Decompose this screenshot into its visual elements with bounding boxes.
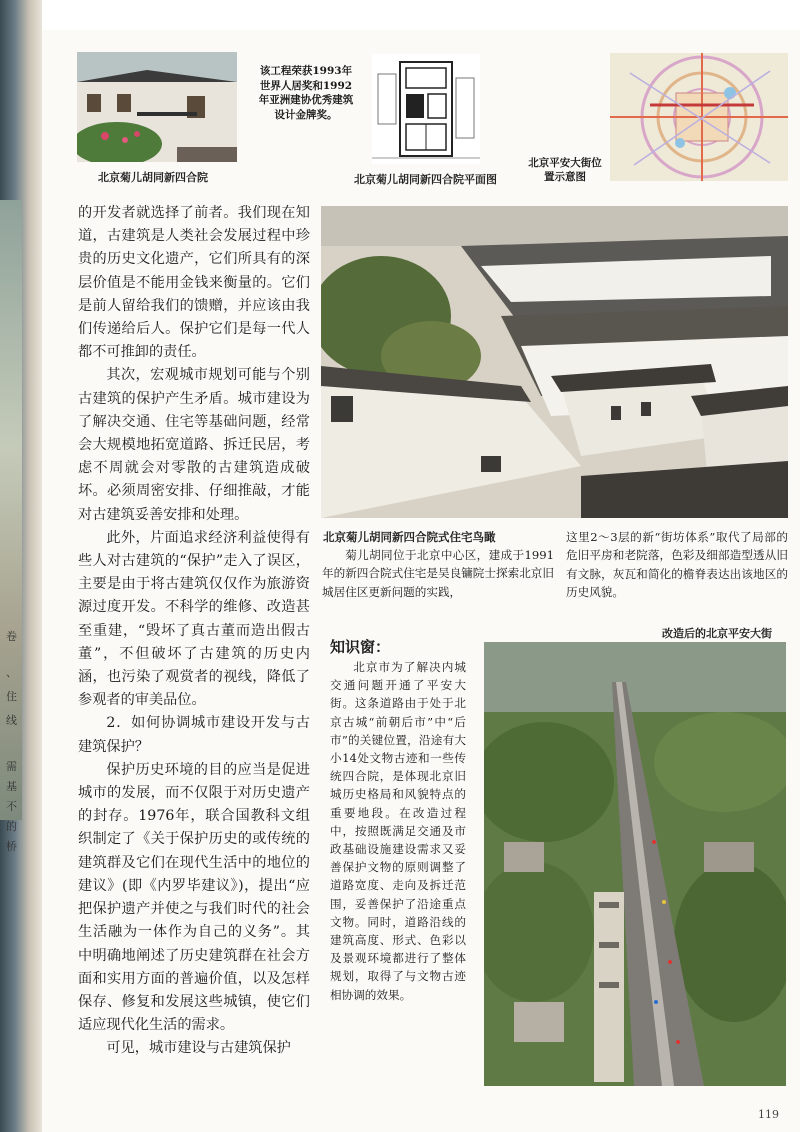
aerial-description-right: 这里2～3层的新“街坊体系”取代了局部的危旧平房和老院落，色彩及细部造型透从旧有文脉，灰瓦和简化的檐脊表达出该地区的历史风貌。 (566, 530, 788, 600)
paragraph-1: 的开发者就选择了前者。我们现在知道，古建筑是人类社会发展过程中珍贵的历史文化遗产，它们所具有的深层价值是不能用金钱来衡量的。它们是前人留给我们的馈赠，并应该由我们传递给后人。保护它们是每一代人都不可推卸的责任。 (78, 205, 310, 361)
aerial-description-left: 菊儿胡同位于北京中心区，建成于1991年的新四合院式住宅是吴良镛院士探索北京旧城居住区更新问题的实践， (322, 548, 554, 599)
paragraph-2: 其次，宏观城市规划可能与个别古建筑的保护产生矛盾。城市建设为了解决交通、住宅等基础问题，经常会大规模地拓宽道路、拆迁民居，考虑不周就会对零散的古建筑造成破坏。必须周密安排、仔细推敲，才能对古建筑妥善安排和处理。 (78, 367, 310, 523)
pinganstreet-aerial-photo (484, 642, 786, 1086)
courtyard-caption: 北京菊儿胡同新四合院 (98, 171, 208, 184)
page-number: 119 (758, 1108, 779, 1121)
spine-fragment: 住 (6, 690, 17, 703)
paragraph-6: 可见，城市建设与古建筑保护 (106, 1040, 291, 1057)
courtyard-photo (77, 52, 237, 162)
left-body-column (78, 202, 310, 1061)
paragraph-5: 保护历史环境的目的应当是促进城市的发展，而不仅限于对历史遗产的封存。1976年，联合国教科文组织制定了《关于保护历史的或传统的建筑群及它们在现代生活中的地位的建议》(即《内罗毕建议》)，提出“应把保护遗产并使之与我们时代的社会生活融为一体作为自己的义务”。其中明确地阐述了历史建筑群在社会方面和实用方面的普遍价值，以及怎样保存、修复和发展这些城镇，使它们适应现代化生活的需求。 (78, 761, 310, 1034)
spine-fragment: 基 (6, 780, 17, 793)
street-caption: 改造后的北京平安大街 (662, 627, 772, 640)
spine-fragment: 的 (6, 820, 17, 833)
courtyard-aerial-photo (321, 206, 788, 518)
spine-fragment: 需 (6, 760, 17, 773)
paragraph-4-question: 2．如何协调城市建设开发与古建筑保护？ (78, 715, 310, 755)
knowledge-window-body: 北京市为了解决内城交通问题开通了平安大街。这条道路由于处于北京古城“前朝后市”中“后市”的关键位置，沿途有大小14处文物古迹和一些传统四合院，是体现北京旧城历史格局和风貌特点的重要地段。在改造过程中，按照既满足交通及市政基础设施建设需求又妥善保护文物的原则调整了道路宽度、走向及拆迁范围，妥善保护了沿途重点文物。同时，道路沿线的建筑高度、形式、色彩以及景观环境都进行了整体规划，取得了与文物古迹相协调的效果。 (330, 660, 466, 1002)
pinganstreet-location-map (610, 53, 788, 181)
spine-fragment: 线 (6, 714, 17, 727)
knowledge-window-title: 知识窗： (330, 638, 391, 656)
spine-fragment: 卷 (6, 630, 17, 643)
spine-fragment: 桥 (6, 840, 17, 853)
plan-caption: 北京菊儿胡同新四合院平面图 (354, 173, 497, 186)
spine-fragment: 、 (6, 666, 17, 679)
award-note: 该工程荣获1993年世界人居奖和1992年亚洲建协优秀建筑设计金牌奖。 (258, 65, 354, 121)
book-spine (0, 0, 42, 1132)
paragraph-3: 此外，片面追求经济利益使得有些人对古建筑的“保护”走入了误区，主要是由于将古建筑仅仅作为旅游资源过度开发。不科学的维修、改造甚至重建，“毁坏了真古董而造出假古董”，不但破坏了古建筑的历史内涵，也污染了观赏者的视线，降低了参观者的审美品位。 (78, 529, 310, 709)
spine-fragment: 不 (6, 800, 17, 813)
courtyard-plan-drawing (372, 54, 480, 164)
map-caption: 北京平安大街位置示意图 (528, 157, 602, 183)
aerial-caption: 北京菊儿胡同新四合院式住宅鸟瞰 (323, 530, 496, 544)
